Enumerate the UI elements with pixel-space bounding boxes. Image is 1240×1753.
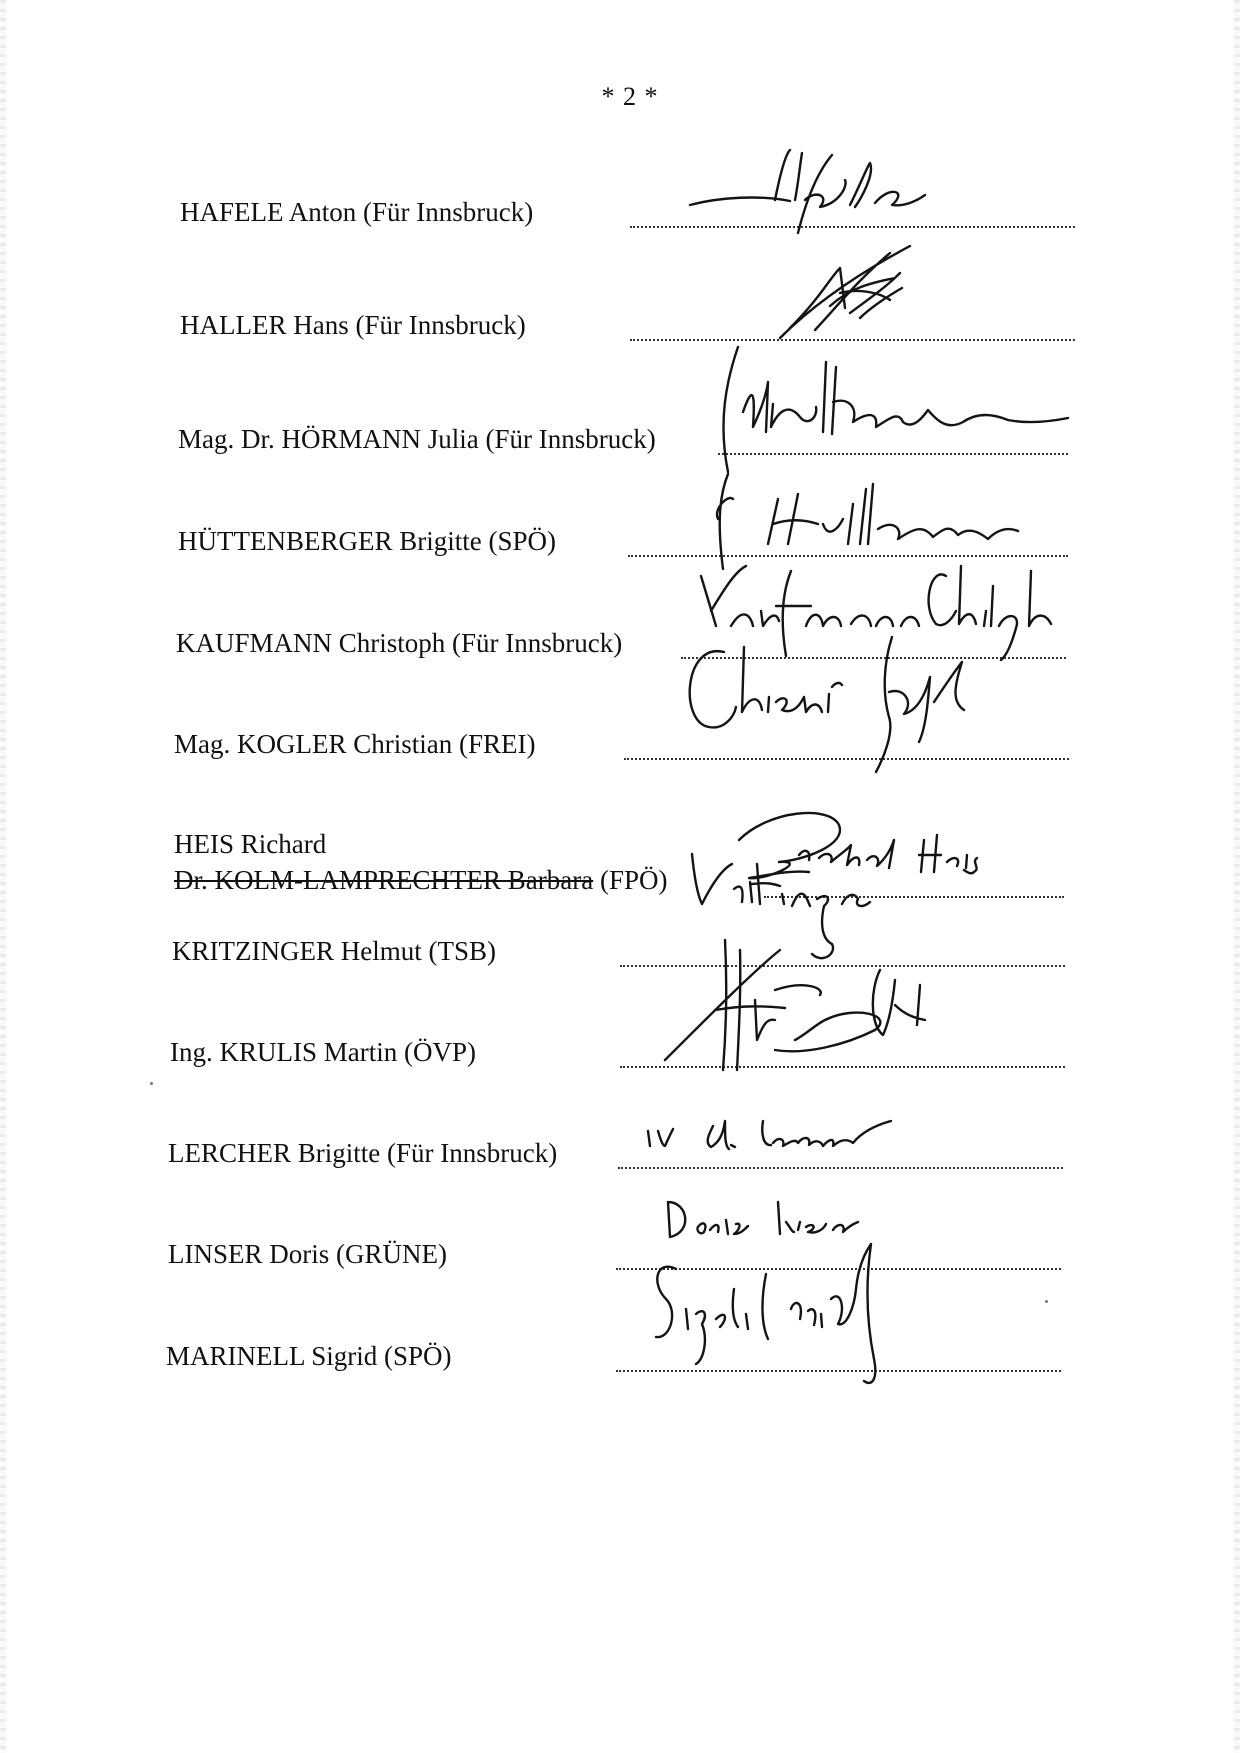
signature-row bbox=[166, 1314, 1240, 1384]
signatory-name: Ing. KRULIS Martin (ÖVP) bbox=[170, 1037, 476, 1067]
signatory-name: MARINELL Sigrid (SPÖ) bbox=[166, 1341, 452, 1371]
signatory-name: HÜTTENBERGER Brigitte (SPÖ) bbox=[178, 526, 556, 556]
signature-row bbox=[170, 1010, 1240, 1080]
page-number: * 2 * bbox=[601, 82, 659, 111]
signature-row bbox=[168, 1111, 1240, 1181]
handwritten-signature bbox=[680, 145, 980, 245]
signatory-party: (FPÖ) bbox=[593, 865, 668, 895]
signatory-name bbox=[174, 826, 667, 898]
handwritten-signature bbox=[633, 1091, 973, 1171]
signatory-name: Mag. Dr. HÖRMANN Julia (Für Innsbruck) bbox=[178, 424, 656, 454]
handwritten-signature bbox=[664, 632, 984, 782]
signatory-name: HAFELE Anton (Für Innsbruck) bbox=[180, 197, 534, 227]
signatory-name-struck: Dr. KOLM-LAMPRECHTER Barbara bbox=[174, 865, 594, 895]
handwritten-signature bbox=[655, 930, 975, 1090]
signatory-name-current: HEIS Richard bbox=[174, 829, 327, 859]
signatory-name: Mag. KOGLER Christian (FREI) bbox=[174, 729, 536, 759]
scan-speck bbox=[150, 1082, 153, 1085]
scan-edge-left bbox=[0, 0, 6, 1753]
signatory-name: KAUFMANN Christoph (Für Innsbruck) bbox=[176, 628, 623, 658]
signatory-name: LINSER Doris (GRÜNE) bbox=[168, 1239, 447, 1269]
handwritten-signature bbox=[770, 238, 930, 348]
signature-row bbox=[180, 170, 1240, 240]
handwritten-signature bbox=[616, 1229, 946, 1394]
handwritten-signature bbox=[708, 342, 1078, 482]
signatory-name: HALLER Hans (Für Innsbruck) bbox=[180, 310, 526, 340]
signatory-name: LERCHER Brigitte (Für Innsbruck) bbox=[168, 1138, 558, 1168]
scan-speck bbox=[1045, 1300, 1048, 1303]
signature-row bbox=[178, 397, 1240, 467]
signatory-name: KRITZINGER Helmut (TSB) bbox=[172, 936, 496, 966]
signature-row bbox=[174, 702, 1240, 772]
